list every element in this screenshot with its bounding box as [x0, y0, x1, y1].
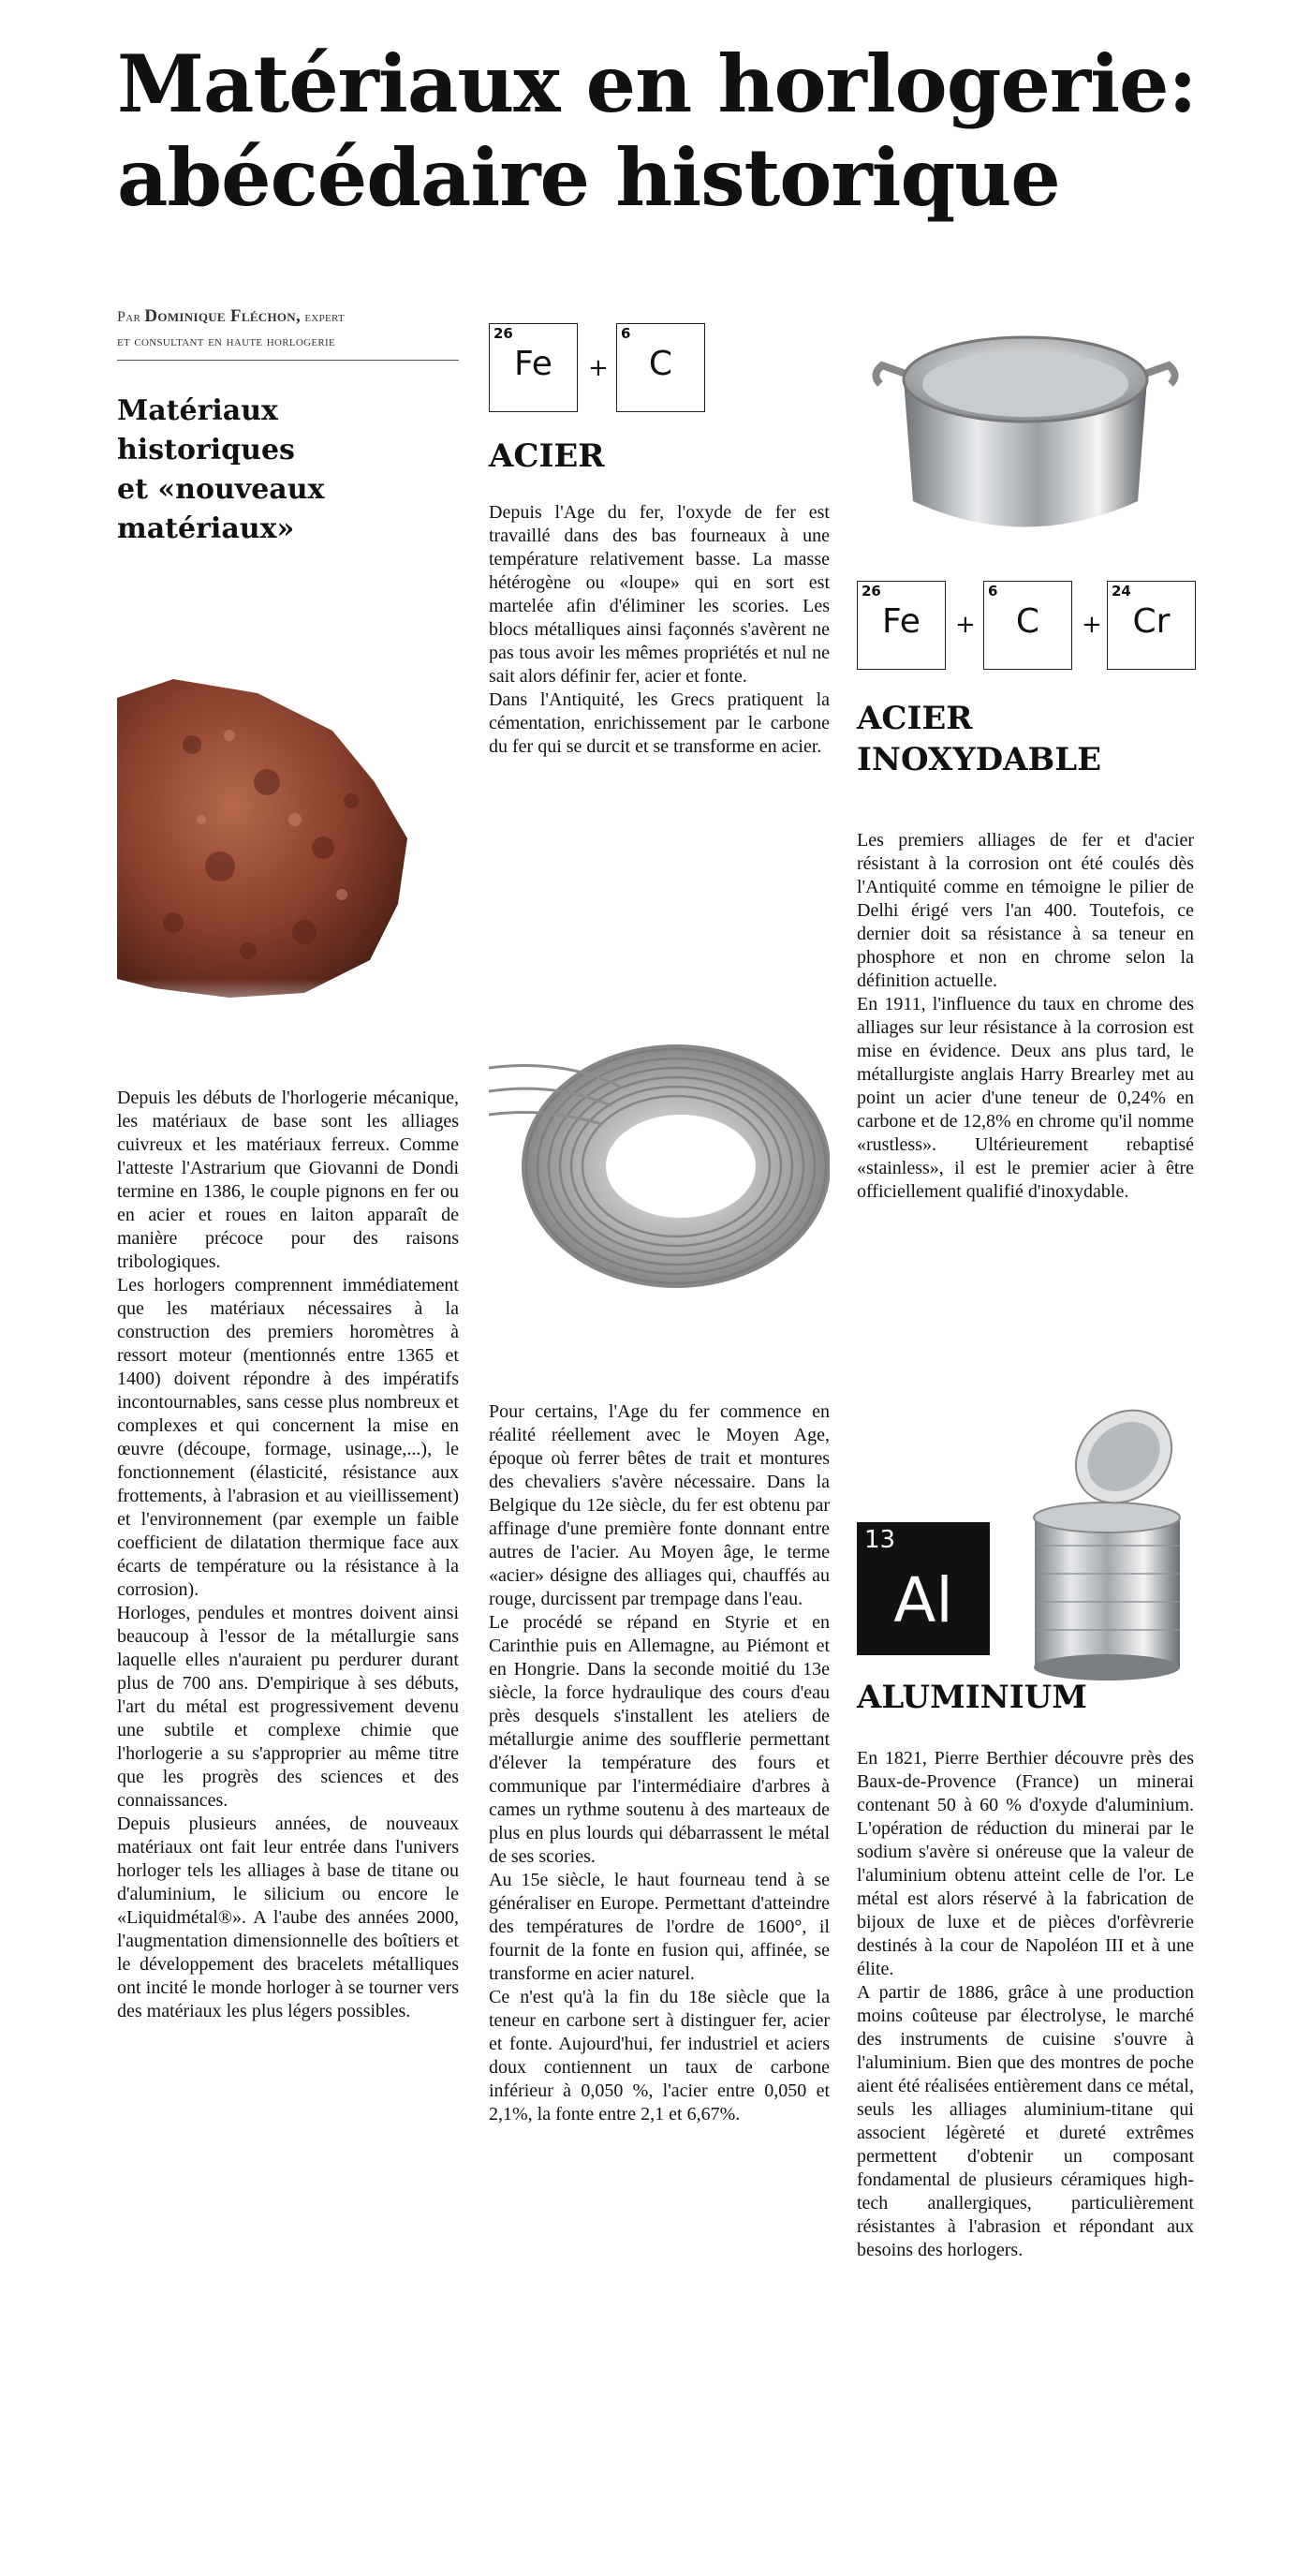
section-heading-aluminium: ALUMINIUM	[857, 1679, 1087, 1716]
element-box-al	[857, 1522, 990, 1655]
paragraph: A partir de 1886, grâce à une production moins coûteuse par électrolyse, le marché des instruments de cuisine s'ouvre à l'aluminium. Bien que des montres de poche aient été réalisées entièrement dans ce métal, seuls les alliages aluminium-titane qui associent légèreté et dureté extrêmes permettent d'obtenir un composant fondamental de plusieurs céramiques high-tech anallergiques, particulièrement résistantes à l'abrasion et répondant aux besoins des horlogers.	[857, 1982, 1194, 2260]
paragraph: Ce n'est qu'à la fin du 18e siècle que la teneur en carbone sert à distinguer fer, acier et fonte. Aujourd'hui, fer industriel et aciers doux contiennent un taux de carbone inférieur à 0,050 %, l'acier entre 0,050 et 2,1%, la fonte entre 2,1 et 6,67%.	[489, 1987, 830, 2124]
section-heading-inox	[857, 698, 1101, 780]
atomic-number: 24	[1112, 583, 1131, 600]
element-symbol: Fe	[882, 602, 921, 641]
element-symbol: Cr	[1132, 602, 1171, 641]
cooking-pot-image	[871, 309, 1180, 553]
element-box-cr	[1107, 581, 1196, 670]
element-symbol: C	[648, 345, 673, 383]
paragraph: Depuis les débuts de l'horlogerie mécanique, les matériaux de base sont les alliages cuivreux et les matériaux ferreux. Comme l'atteste l'Astrarium que Giovanni de Dondi termine en 1386, le couple pignons en fer ou en acier et roues en laiton apparaît de manière précoce pour des raisons tribologiques.	[117, 1088, 459, 1272]
heading-line: INOXYDABLE	[857, 741, 1102, 778]
subhead-line: et «nouveaux	[117, 473, 325, 506]
atomic-number: 6	[988, 583, 998, 600]
subhead-line: matériaux»	[117, 512, 295, 545]
paragraph: Au 15e siècle, le haut fourneau tend à se généraliser en Europe. Permettant d'atteindre des températures de l'ordre de 1600°, il fournit de la fonte en fusion qui, affinée, se transforme en acier naturel.	[489, 1870, 830, 1984]
element-box-c	[616, 323, 705, 412]
paragraph: En 1911, l'influence du taux en chrome des alliages sur leur résistance à la corrosion est mise en évidence. Deux ans plus tard, le métallurgiste anglais Harry Brearley met au point un acier d'une teneur de 0,24% en carbone et de 12,8% en chrome qu'il nomme «rustless». Ultérieurement rebaptisé «stainless», il est le premier acier à être officiellement qualifié d'inoxydable.	[857, 994, 1194, 1202]
element-box-c	[983, 581, 1072, 670]
plus-sign: +	[588, 354, 609, 382]
paragraph: Le procédé se répand en Styrie et en Carinthie puis en Allemagne, au Piémont et en Hongrie. Dans la seconde moitié du 13e siècle, la force hydraulique des cours d'eau près desquels s'installent les ateliers de métallurgie anime des soufflerie permettant d'élever la température des fours et communique par l'intermédiaire d'arbres à cames un rythme soutenu à des marteaux de plus en plus lourds qui débarrassent le métal de ses scories.	[489, 1612, 830, 1867]
paragraph: Les horlogers comprennent immédiatement que les matériaux nécessaires à la construction des premiers horomètres à ressort moteur (mentionnés entre 1365 et 1400) doivent répondre à des impératifs incontournables, sans cesse plus nombreux et complexes et qui concernent la mise en œuvre (découpe, formage, usinage,...), le fonctionnement (élasticité, résistance aux frottements, à l'abrasion et au vieillissement) et l'environnement (par exemple un faible coefficient de dilatation thermique face aux écarts de température ou la résistance à la corrosion).	[117, 1275, 459, 1600]
paragraph: Depuis l'Age du fer, l'oxyde de fer est travaillé dans des bas fourneaux à une température relativement basse. La masse hétérogène ou «loupe» qui en sort est martelée afin d'éliminer les scories. Les blocs métalliques ainsi façonnés s'avèrent ne pas tous avoir les mêmes propriétés et nul ne sait alors définir fer, acier et fonte.	[489, 502, 830, 687]
atomic-number: 26	[862, 583, 881, 600]
atomic-number: 6	[621, 325, 631, 342]
element-symbol: Fe	[514, 345, 552, 383]
byline-author: Dominique Fléchon,	[144, 306, 302, 326]
intro-text	[117, 1087, 459, 2023]
atomic-number: 13	[864, 1526, 896, 1554]
paragraph: Les premiers alliages de fer et d'acier résistant à la corrosion ont été coulés dès l'Antiquité comme en témoigne le pilier de Delhi érigé vers l'an 400. Toutefois, ce dernier doit sa résistance à sa teneur en phosphore et non en chrome selon la définition actuelle.	[857, 830, 1194, 991]
plus-sign: +	[1082, 611, 1102, 639]
element-symbol: C	[1015, 602, 1040, 641]
title-line: abécédaire historique	[117, 131, 1060, 224]
article-title	[117, 37, 1222, 225]
byline-prefix: Par	[117, 309, 141, 325]
paragraph: Pour certains, l'Age du fer commence en réalité réellement avec le Moyen Age, époque où ferrer bêtes de trait et montures des chevaliers s'avère nécessaire. Dans la Belgique du 12e siècle, du fer est obtenu par affinage d'une première fonte donnant entre autres de l'acier. Au Moyen âge, le terme «acier» désigne des alliages qui, chauffés au rouge, durcissent par trempage dans l'eau.	[489, 1401, 830, 1609]
byline-role: expert	[304, 309, 346, 325]
atomic-number: 26	[493, 325, 513, 342]
byline	[117, 304, 459, 361]
tin-can-image	[1021, 1405, 1199, 1686]
element-box-fe	[489, 323, 578, 412]
acier-text-bottom	[489, 1400, 830, 2126]
paragraph: Depuis plusieurs années, de nouveaux matériaux ont fait leur entrée dans l'univers horloger tels les alliages à base de titane ou d'aluminium, le silicium ou encore le «Liquidmétal®». A l'aube des années 2000, l'augmentation dimensionnelle des boîtiers et le développement des bracelets métalliques ont incité le monde horloger à se tourner vers des matériaux les plus légers possibles.	[117, 1814, 459, 2021]
subhead-line: historiques	[117, 434, 295, 466]
paragraph: Dans l'Antiquité, les Grecs pratiquent la cémentation, enrichissement par le carbone du fer qui se durcit et se transforme en acier.	[489, 689, 830, 757]
steel-cable-image	[489, 1002, 830, 1321]
paragraph: Horloges, pendules et montres doivent ainsi beaucoup à l'essor de la métallurgie sans laquelle elles n'auraient pu perdurer durant plus de 700 ans. D'empirique à ses débuts, l'art du métal est progressivement devenu une subtile et complexe chimie que l'horlogerie a su s'approprier au même titre que les progrès des sciences et des connaissances.	[117, 1603, 459, 1811]
title-line: Matériaux en horlogerie:	[117, 37, 1197, 130]
aluminium-text	[857, 1747, 1194, 2262]
iron-ore-image	[117, 679, 417, 1030]
acier-text-top	[489, 501, 830, 759]
section-heading-acier: ACIER	[489, 437, 605, 475]
inox-text	[857, 829, 1194, 1204]
section-subhead	[117, 392, 426, 549]
heading-line: ACIER	[857, 700, 973, 737]
plus-sign: +	[955, 611, 976, 639]
element-symbol: Al	[893, 1564, 953, 1636]
byline-role: et consultant en haute horlogerie	[117, 333, 335, 349]
element-box-fe	[857, 581, 946, 670]
paragraph: En 1821, Pierre Berthier découvre près des Baux-de-Provence (France) un minerai contenant 50 à 60 % d'oxyde d'aluminium. L'opération de réduction du minerai par le sodium s'avère si onéreuse que la valeur de l'aluminium obtenu atteint celle de l'or. Le métal est alors réservé à la fabrication de bijoux de luxe et de pièces d'orfèvrerie destinés à la cour de Napoléon III et à une élite.	[857, 1748, 1194, 1979]
subhead-line: Matériaux	[117, 394, 278, 427]
